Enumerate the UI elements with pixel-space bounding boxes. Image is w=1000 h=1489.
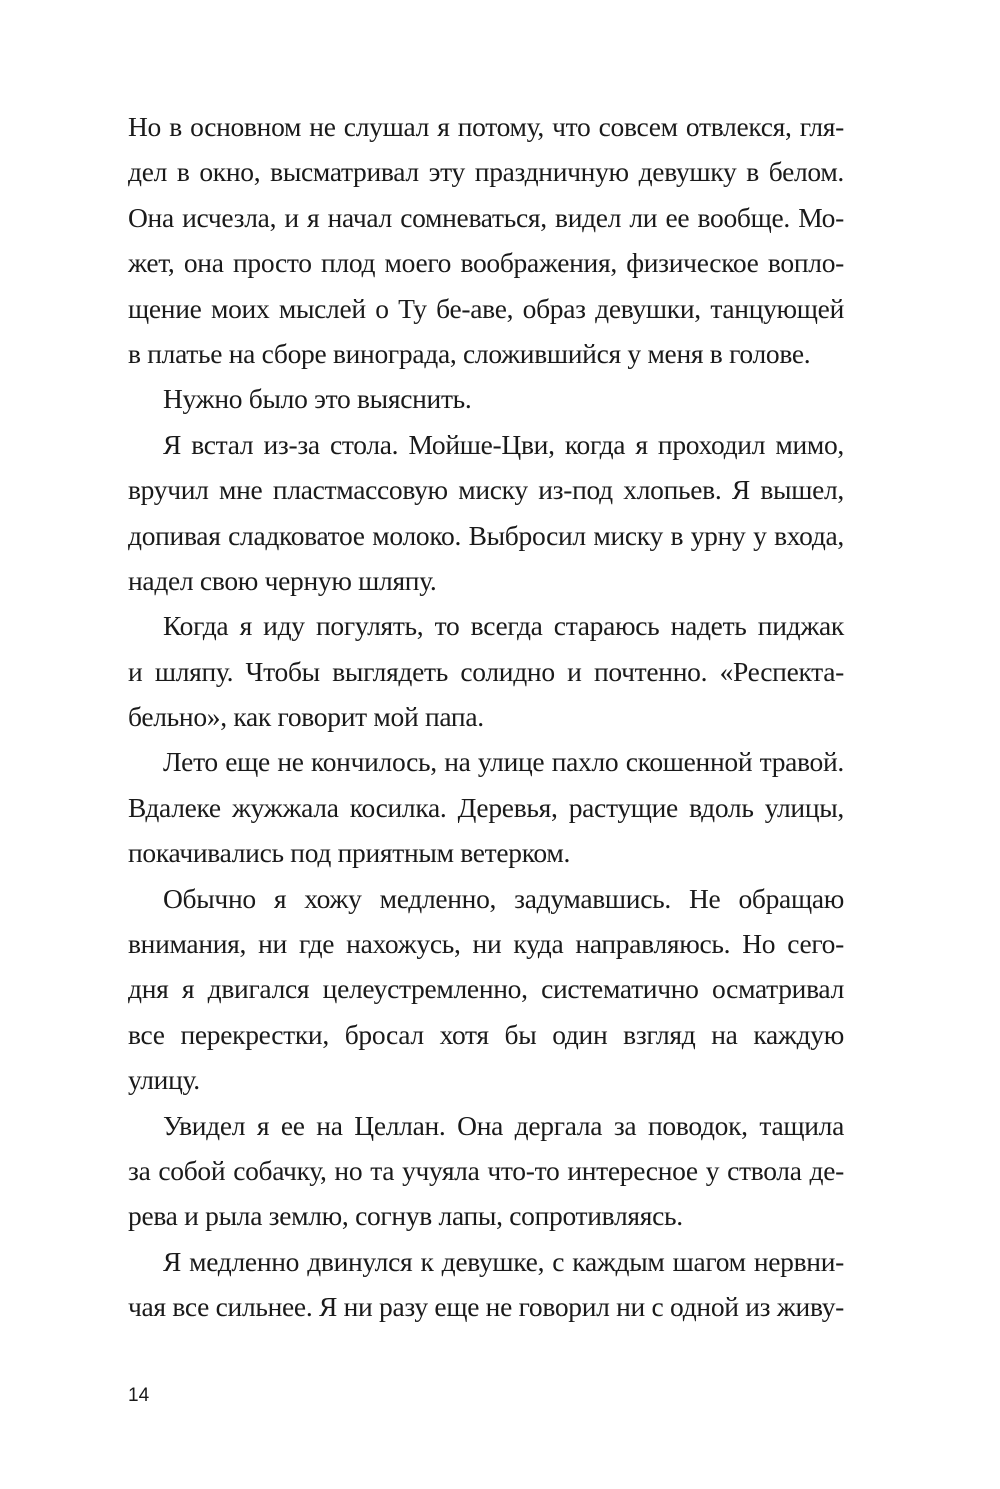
text-line: внимания, ни где нахожусь, ни куда направляюсь. Но сего-	[128, 928, 844, 960]
text-line: Но в основном не слушал я потому, что совсем отвлекся, гля-	[128, 111, 844, 142]
text-line: и шляпу. Чтобы выглядеть солидно и почтенно. «Респекта-	[128, 655, 844, 687]
text-line: Лето еще не кончилось, на улице пахло скошенной травой.	[163, 746, 844, 778]
text-line: бельно», как говорит мой папа.	[128, 701, 484, 733]
paragraph	[128, 422, 844, 604]
paragraph	[128, 1239, 844, 1330]
text-line: Я медленно двинулся к девушке, с каждым шагом нервни-	[163, 1245, 844, 1277]
text-line: улицу.	[128, 1064, 200, 1096]
text-line: жет, она просто плод моего воображения, физическое вопло-	[128, 247, 844, 279]
paragraph	[128, 739, 844, 875]
paragraph	[128, 603, 844, 739]
text-line: Я встал из-за стола. Мойше-Цви, когда я проходил мимо,	[163, 428, 844, 460]
text-line: вручил мне пластмассовую миску из-под хлопьев. Я вышел,	[128, 474, 844, 506]
paragraph	[128, 1103, 844, 1239]
text-line: Увидел я ее на Целлан. Она дергала за поводок, тащила	[163, 1109, 844, 1141]
text-line: щение моих мыслей о Ту бе-аве, образ девушки, танцующей	[128, 292, 844, 324]
text-line: дня я двигался целеустремленно, систематично осматривал	[128, 973, 844, 1005]
paragraph	[128, 876, 844, 1103]
text-line: все перекрестки, бросал хотя бы один взгляд на каждую	[128, 1018, 844, 1050]
text-line: Нужно было это выяснить.	[163, 383, 472, 415]
text-line: чая все сильнее. Я ни разу еще не говорил ни с одной из живу-	[128, 1291, 844, 1323]
text-line: покачивались под приятным ветерком.	[128, 837, 571, 869]
page-number: 14	[128, 1385, 150, 1406]
text-line: надел свою черную шляпу.	[128, 564, 437, 596]
text-line: рева и рыла землю, согнув лапы, сопротивляясь.	[128, 1200, 683, 1232]
paragraph	[128, 104, 844, 376]
text-line: дел в окно, высматривал эту праздничную девушку в белом.	[128, 156, 844, 188]
body-text	[128, 104, 844, 1330]
text-line: Она исчезла, и я начал сомневаться, видел ли ее вообще. Мо-	[128, 201, 844, 233]
text-line: допивая сладковатое молоко. Выбросил миску в урну у входа,	[128, 519, 844, 551]
paragraph	[128, 376, 844, 421]
text-line: за собой собачку, но та учуяла что-то интересное у ствола де-	[128, 1154, 844, 1186]
text-line: Вдалеке жужжала косилка. Деревья, растущие вдоль улицы,	[128, 791, 844, 823]
text-line: Когда я иду погулять, то всегда стараюсь надеть пиджак	[163, 610, 844, 642]
text-line: Обычно я хожу медленно, задумавшись. Не обращаю	[163, 882, 844, 914]
text-line: в платье на сборе винограда, сложившийся у меня в голове.	[128, 337, 811, 369]
